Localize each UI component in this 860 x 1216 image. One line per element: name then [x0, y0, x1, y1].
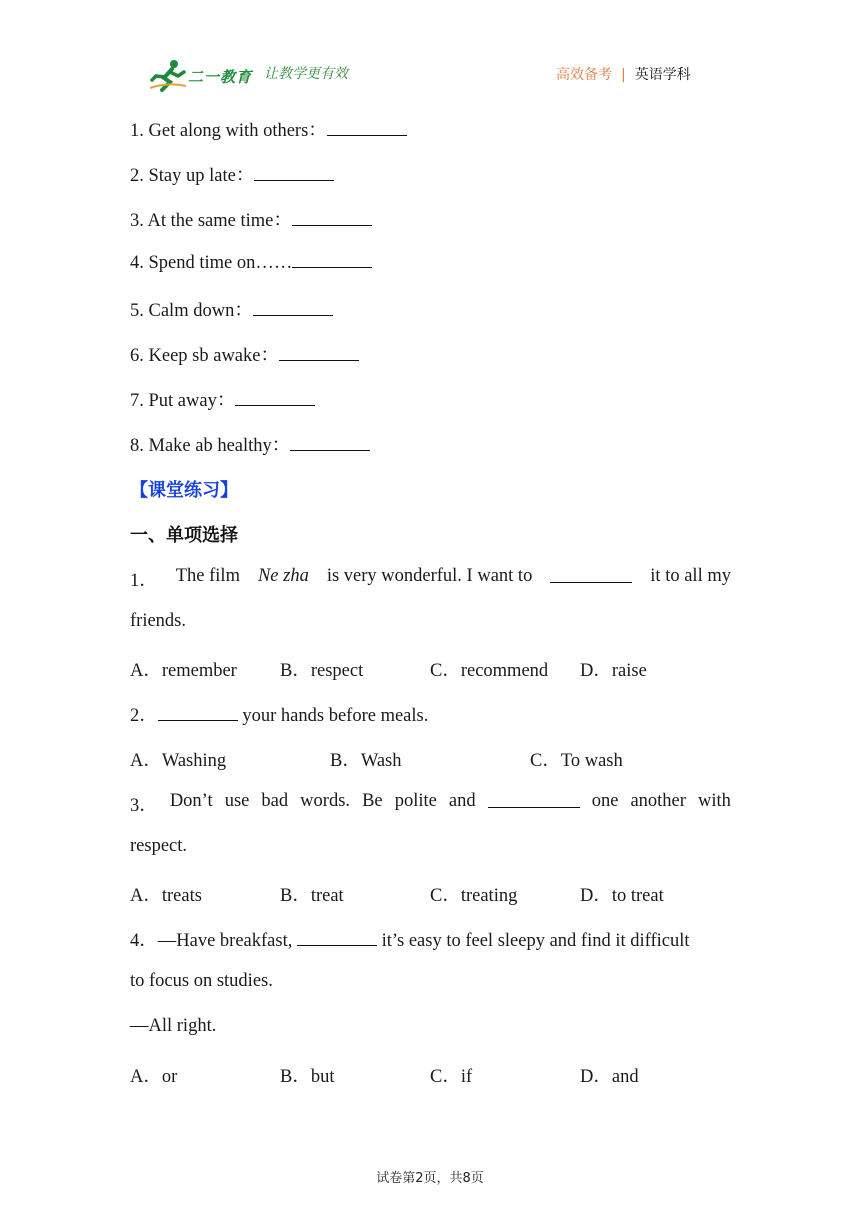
option-c[interactable]: C．treating — [430, 886, 518, 906]
phrase-number: 4. — [130, 253, 144, 273]
answer-blank[interactable] — [290, 434, 370, 451]
option-c[interactable]: C．if — [430, 1067, 473, 1087]
question-4-options — [130, 1062, 731, 1088]
answer-blank[interactable] — [297, 929, 377, 946]
question-2-stem — [130, 701, 428, 727]
question-3-stem — [130, 791, 731, 817]
subsection-title: 一、单项选择 — [130, 525, 238, 546]
option-d[interactable]: D．to treat — [580, 886, 664, 906]
phrase-number: 3. — [130, 211, 144, 231]
question-continuation: to focus on studies. — [130, 971, 273, 991]
phrase-text: Calm down： — [148, 301, 253, 321]
phrase-number: 6. — [130, 346, 144, 366]
word: another — [630, 791, 686, 811]
answer-blank[interactable] — [292, 209, 372, 226]
phrase-item — [130, 161, 334, 187]
phrase-text: Stay up late： — [148, 166, 255, 186]
option-b[interactable]: B．Wash — [330, 751, 402, 771]
running-man-icon — [148, 58, 188, 92]
question-reply: —All right. — [130, 1016, 217, 1036]
tag-exam-prep: 高效备考 — [556, 67, 612, 83]
question-continuation: friends. — [130, 611, 186, 631]
word: polite — [394, 791, 437, 811]
question-2-options — [130, 746, 731, 772]
page-footer: 试卷第2页，共8页 — [376, 1171, 484, 1186]
answer-blank[interactable] — [292, 251, 372, 268]
question-text: it’s easy to feel sleepy and find it difficult — [381, 931, 690, 951]
question-text: your hands before meals. — [242, 706, 429, 726]
logo-text: 二一教育 — [188, 68, 253, 86]
page-header — [0, 0, 860, 100]
question-1-stem — [130, 566, 731, 592]
answer-blank[interactable] — [253, 299, 333, 316]
phrase-item — [130, 431, 370, 457]
phrase-number: 8. — [130, 436, 144, 456]
question-text: —Have breakfast, — [157, 931, 293, 951]
phrase-item — [130, 296, 333, 322]
word: bad — [261, 791, 289, 811]
film-title: Ne zha — [257, 566, 309, 586]
question-number: 3． — [130, 796, 158, 816]
section-title: 【课堂练习】 — [130, 480, 238, 501]
logo — [148, 58, 260, 92]
answer-blank[interactable] — [158, 704, 238, 721]
phrase-item — [130, 206, 372, 232]
answer-blank[interactable] — [488, 791, 580, 808]
phrase-item — [130, 116, 407, 142]
tag-subject: 英语学科 — [634, 67, 691, 83]
answer-blank[interactable] — [327, 119, 407, 136]
option-a[interactable]: A．treats — [130, 886, 202, 906]
option-a[interactable]: A．remember — [130, 661, 237, 681]
question-number: 4． — [130, 931, 158, 951]
answer-blank[interactable] — [279, 344, 359, 361]
word: with — [697, 791, 731, 811]
word: use — [224, 791, 250, 811]
phrase-item — [130, 386, 315, 412]
option-b[interactable]: B．treat — [280, 886, 344, 906]
phrase-number: 7. — [130, 391, 144, 411]
phrase-text: Spend time on…… — [148, 253, 293, 273]
option-c[interactable]: C．To wash — [530, 751, 623, 771]
word: Don’t — [169, 791, 213, 811]
question-text: The film — [175, 566, 240, 586]
question-3-options — [130, 881, 731, 907]
answer-blank[interactable] — [550, 566, 632, 583]
subject-tags — [556, 64, 691, 84]
question-text: is very wonderful. I want to — [326, 566, 533, 586]
option-a[interactable]: A．Washing — [130, 751, 227, 771]
phrase-number: 1. — [130, 121, 144, 141]
answer-blank[interactable] — [235, 389, 315, 406]
option-a[interactable]: A．or — [130, 1067, 178, 1087]
answer-blank[interactable] — [254, 164, 334, 181]
phrase-item — [130, 251, 372, 274]
phrase-text: Make ab healthy： — [148, 436, 291, 456]
phrase-text: Get along with others： — [148, 121, 327, 141]
question-4-stem — [130, 926, 690, 952]
slogan: 让教学更有效 — [264, 66, 348, 82]
phrase-number: 2. — [130, 166, 144, 186]
option-d[interactable]: D．and — [580, 1067, 639, 1087]
option-c[interactable]: C．recommend — [430, 661, 549, 681]
question-number: 1． — [130, 571, 158, 591]
question-continuation: respect. — [130, 836, 188, 856]
tag-separator: | — [621, 67, 626, 83]
option-d[interactable]: D．raise — [580, 661, 647, 681]
question-number: 2． — [130, 706, 158, 726]
phrase-text: Put away： — [148, 391, 236, 411]
word: one — [591, 791, 619, 811]
phrase-item — [130, 341, 359, 367]
option-b[interactable]: B．respect — [280, 661, 364, 681]
word: and — [448, 791, 476, 811]
word: words. — [300, 791, 351, 811]
phrase-number: 5. — [130, 301, 144, 321]
phrase-text: Keep sb awake： — [148, 346, 279, 366]
option-b[interactable]: B．but — [280, 1067, 335, 1087]
question-text: it to all my — [650, 566, 731, 586]
question-1-options — [130, 656, 731, 682]
phrase-text: At the same time： — [147, 211, 292, 231]
word: Be — [362, 791, 383, 811]
